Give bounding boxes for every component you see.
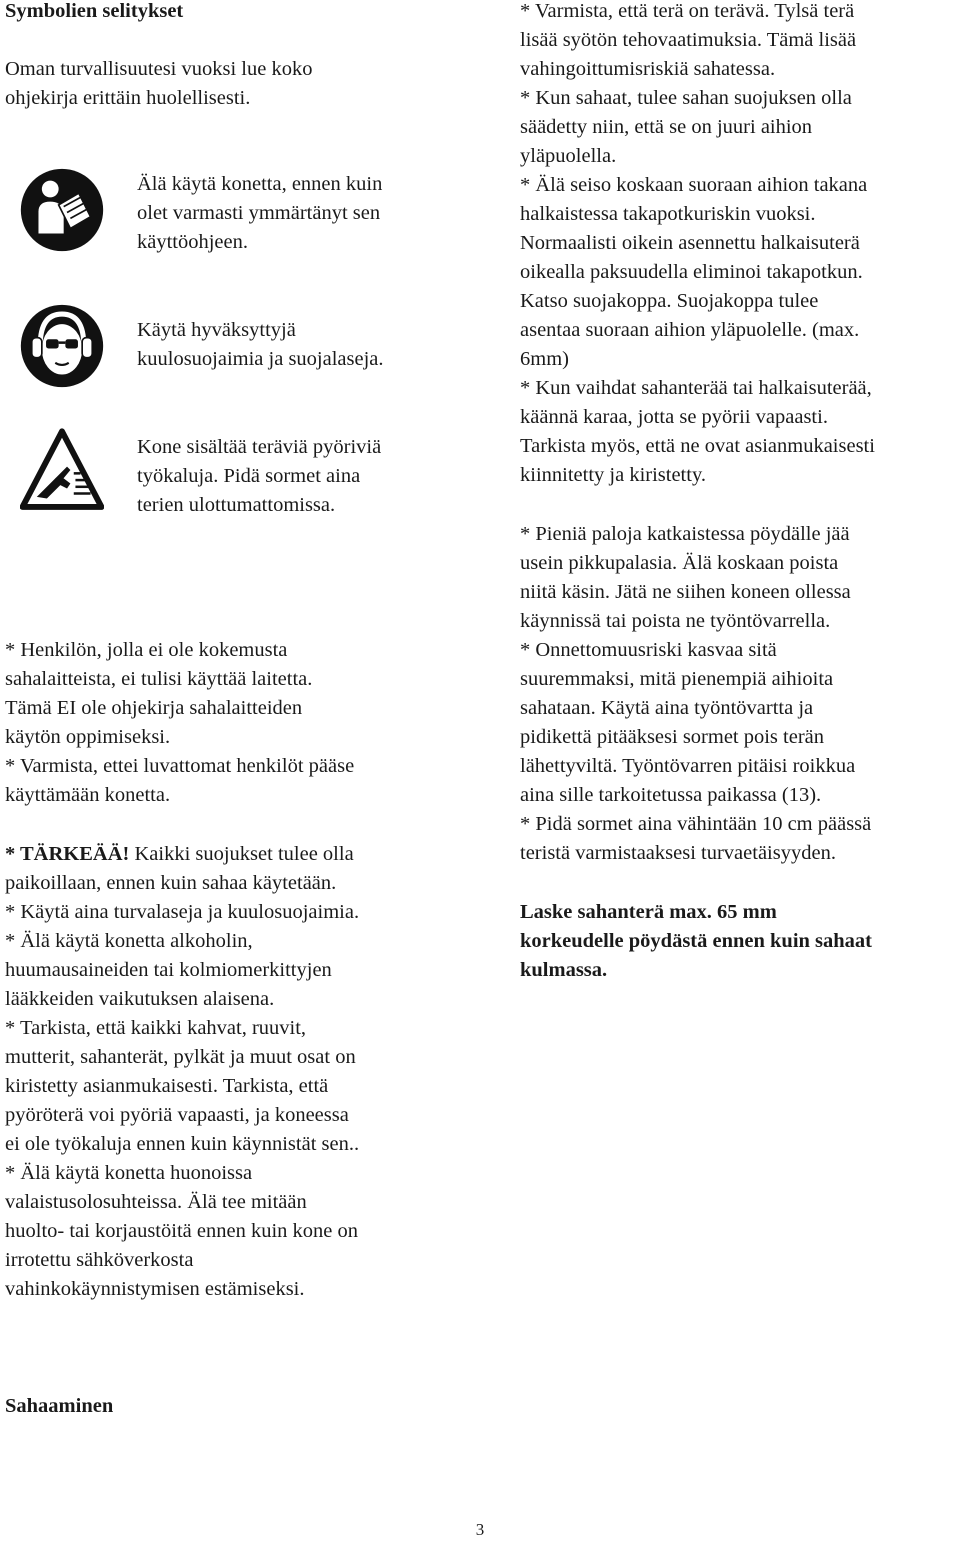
safety-text: kiinnitetty ja kiristetty. — [520, 464, 706, 486]
safety-text: käynnissä tai poista ne työntövarrella. — [520, 610, 831, 632]
symbol-text: Älä käytä konetta, ennen kuin — [137, 173, 383, 195]
safety-text: oikealla paksuudella eliminoi takapotkun. — [520, 261, 863, 283]
safety-text: * Varmista, ettei luvattomat henkilöt pääse — [5, 755, 355, 777]
safety-text: asentaa suoraan aihion yläpuolelle. (max. — [520, 319, 860, 341]
safety-text: * Varmista, että terä on terävä. Tylsä terä — [520, 0, 855, 22]
page-number: 3 — [475, 1520, 485, 1539]
safety-text: Tämä EI ole ohjekirja sahalaitteiden — [5, 697, 303, 719]
safety-text: * Tarkista, että kaikki kahvat, ruuvit, — [5, 1017, 307, 1039]
safety-text: * Henkilön, jolla ei ole kokemusta — [5, 639, 288, 661]
symbols-heading: Symbolien selitykset — [5, 0, 184, 22]
safety-text: * Älä seiso koskaan suoraan aihion takana — [520, 174, 868, 196]
safety-text: vahinkokäynnistymisen estämiseksi. — [5, 1278, 305, 1300]
safety-text: * Onnettomuusriski kasvaa sitä — [520, 639, 777, 661]
safety-text: lähettyviltä. Työntövarren pitäisi roikkua — [520, 755, 856, 777]
symbol-text: Kone sisältää teräviä pyöriviä — [137, 436, 382, 458]
safety-text: * Pidä sormet aina vähintään 10 cm päässä — [520, 813, 872, 835]
safety-text: * Pieniä paloja katkaistessa pöydälle jää — [520, 523, 850, 545]
important-line — [5, 840, 354, 869]
safety-text: * Käytä aina turvalaseja ja kuulosuojaimia. — [5, 901, 360, 923]
symbol-text: terien ulottumattomissa. — [137, 494, 336, 516]
symbol-text: työkaluja. Pidä sormet aina — [137, 465, 361, 487]
safety-text: sahalaitteista, ei tulisi käyttää laitetta. — [5, 668, 313, 690]
symbol-text: olet varmasti ymmärtänyt sen — [137, 202, 381, 224]
safety-text: * Älä käytä konetta alkoholin, — [5, 930, 253, 952]
important-text: Kaikki suojukset tulee olla — [129, 843, 354, 865]
safety-text: vahingoittumisriskiä sahatessa. — [520, 58, 776, 80]
symbol-text: käyttöohjeen. — [137, 231, 249, 253]
symbol-text: kuulosuojaimia ja suojalaseja. — [137, 348, 384, 370]
safety-text: * Älä käytä konetta huonoissa — [5, 1162, 253, 1184]
safety-text: * Kun vaihdat sahanterää tai halkaisuterää, — [520, 377, 872, 399]
ear-eye-protection-icon — [20, 304, 104, 388]
safety-text: suuremmaksi, mitä pienempiä aihioita — [520, 668, 834, 690]
safety-text: pyöröterä voi pyöriä vapaasti, ja koneessa — [5, 1104, 349, 1126]
intro-line: Oman turvallisuutesi vuoksi lue koko — [5, 58, 313, 80]
safety-text: pidikettä pitääksesi sormet pois terän — [520, 726, 825, 748]
safety-text: säädetty niin, että se on juuri aihion — [520, 116, 813, 138]
safety-text: Katso suojakoppa. Suojakoppa tulee — [520, 290, 819, 312]
safety-text: käännä karaa, jotta se pyörii vapaasti. — [520, 406, 828, 428]
safety-text: valaistusolosuhteissa. Älä tee mitään — [5, 1191, 307, 1213]
safety-text: lääkkeiden vaikutuksen alaisena. — [5, 988, 275, 1010]
safety-text: niitä käsin. Jätä ne siihen koneen ollessa — [520, 581, 851, 603]
safety-text: * Kun sahaat, tulee sahan suojuksen olla — [520, 87, 852, 109]
safety-text: mutterit, sahanterät, pylkät ja muut osat on — [5, 1046, 356, 1068]
safety-text: käytön oppimiseksi. — [5, 726, 171, 748]
safety-text: paikoillaan, ennen kuin sahaa käytetään. — [5, 872, 337, 894]
bold-note: kulmassa. — [520, 959, 608, 981]
safety-text: huolto- tai korjaustöitä ennen kuin kone on — [5, 1220, 358, 1242]
safety-text: teristä varmistaaksesi turvaetäisyyden. — [520, 842, 836, 864]
safety-text: usein pikkupalasia. Älä koskaan poista — [520, 552, 839, 574]
safety-text: Tarkista myös, että ne ovat asianmukaisesti — [520, 435, 875, 457]
safety-text: huumausaineiden tai kolmiomerkittyjen — [5, 959, 332, 981]
important-label: * TÄRKEÄÄ! — [5, 843, 130, 865]
safety-text: yläpuolella. — [520, 145, 617, 167]
section-heading: Sahaaminen — [5, 1395, 114, 1417]
safety-text: 6mm) — [520, 348, 569, 370]
safety-text: käyttämään konetta. — [5, 784, 171, 806]
symbol-text: Käytä hyväksyttyjä — [137, 319, 296, 341]
intro-line: ohjekirja erittäin huolellisesti. — [5, 87, 251, 109]
safety-text: ei ole työkaluja ennen kuin käynnistät sen.. — [5, 1133, 360, 1155]
safety-text: Normaalisti oikein asennettu halkaisuterä — [520, 232, 860, 254]
safety-text: aina sille tarkoitetussa paikassa (13). — [520, 784, 822, 806]
bold-note: korkeudelle pöydästä ennen kuin sahaat — [520, 930, 873, 952]
blade-hazard-warning-icon — [20, 428, 104, 512]
read-manual-icon — [20, 168, 104, 252]
safety-text: kiristetty asianmukaisesti. Tarkista, että — [5, 1075, 329, 1097]
bold-note: Laske sahanterä max. 65 mm — [520, 901, 777, 923]
safety-text: irrotettu sähköverkosta — [5, 1249, 194, 1271]
safety-text: lisää syötön tehovaatimuksia. Tämä lisää — [520, 29, 857, 51]
safety-text: sahataan. Käytä aina työntövartta ja — [520, 697, 814, 719]
safety-text: halkaistessa takapotkuriskin vuoksi. — [520, 203, 816, 225]
